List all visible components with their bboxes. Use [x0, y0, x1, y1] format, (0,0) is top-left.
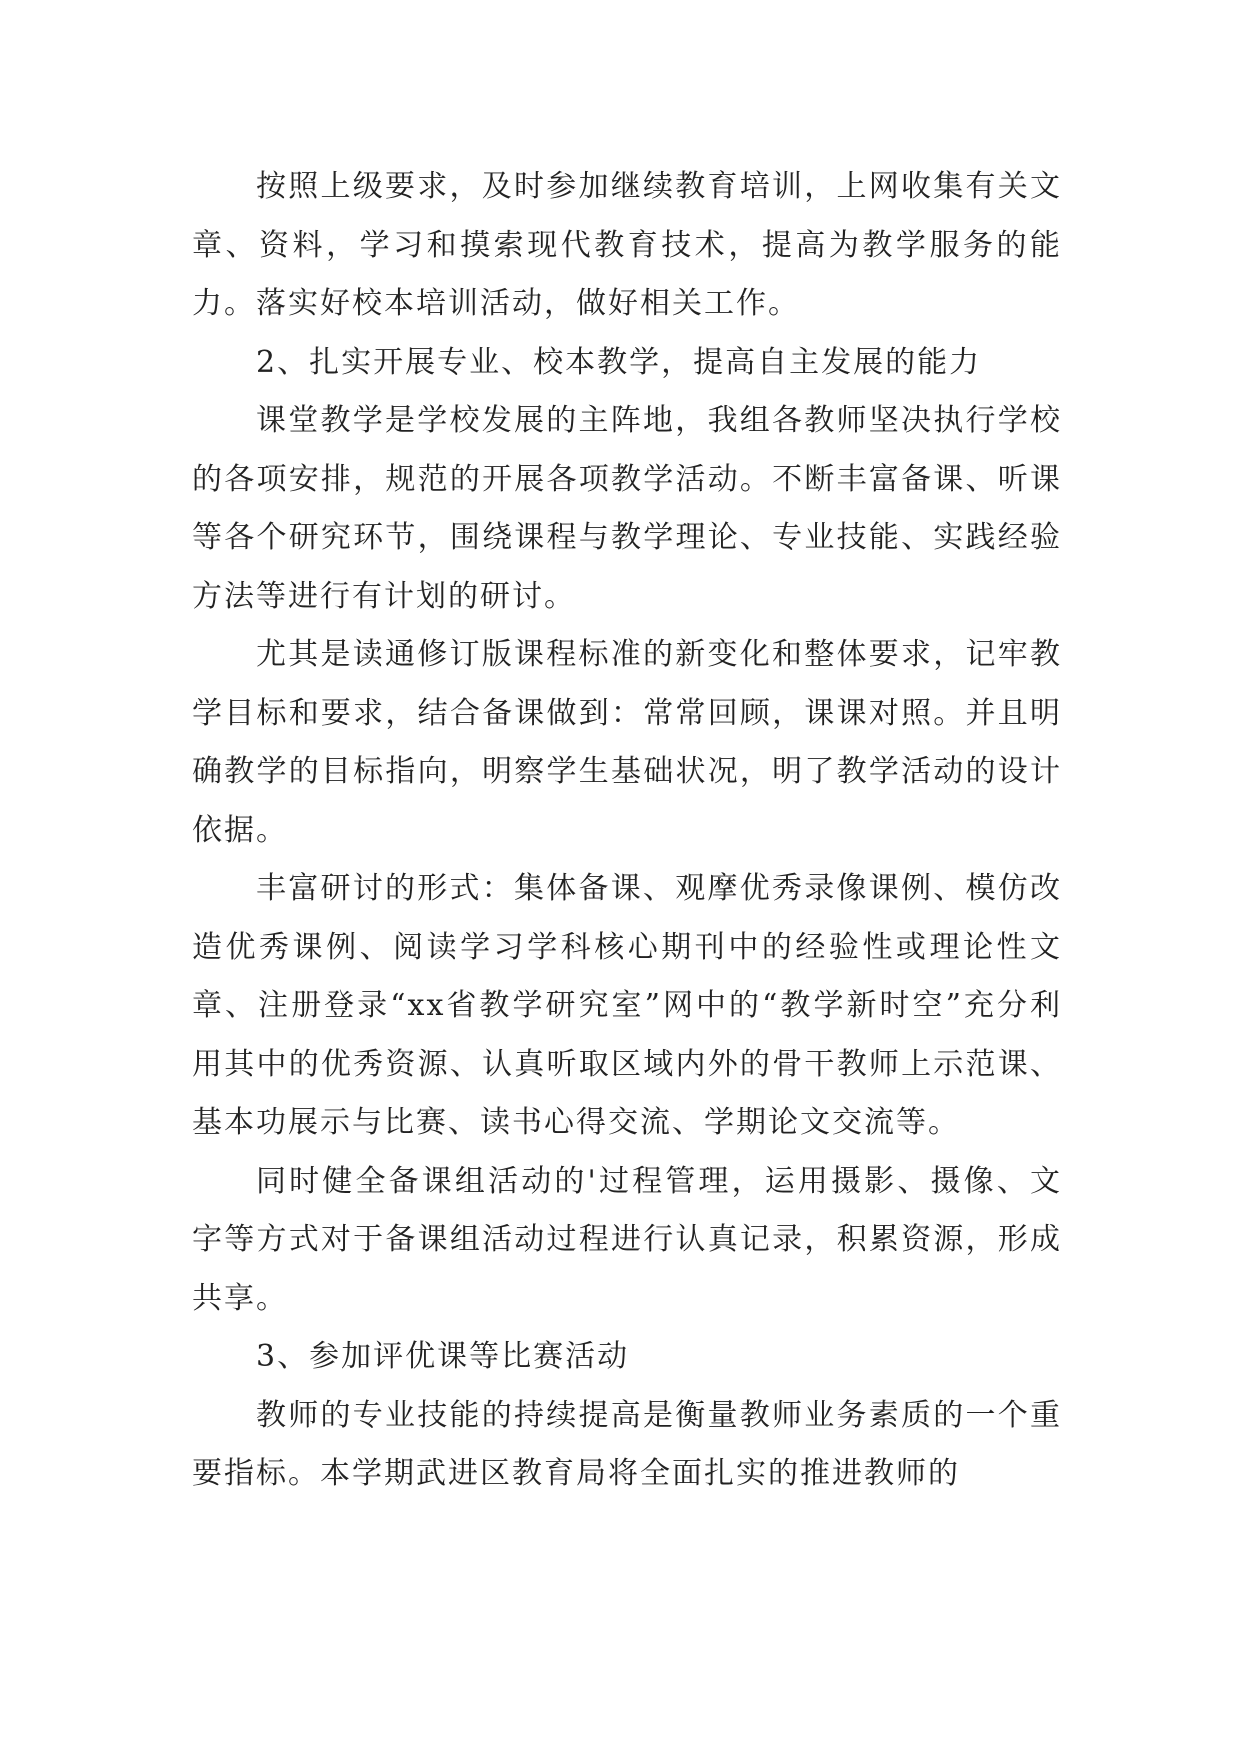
document-body	[192, 158, 1062, 1504]
paragraph-curriculum-standard: 尤其是读通修订版课程标准的新变化和整体要求，记牢教学目标和要求，结合备课做到：常常回顾，课课对照。并且明确教学的目标指向，明察学生基础状况，明了教学活动的设计依据。	[192, 637, 1062, 848]
paragraph-training: 按照上级要求，及时参加继续教育培训，上网收集有关文章、资料，学习和摸索现代教育技术，提高为教学服务的能力。落实好校本培训活动，做好相关工作。	[192, 169, 1062, 321]
paragraph-professional-skills: 教师的专业技能的持续提高是衡量教师业务素质的一个重要指标。本学期武进区教育局将全面扎实的推进教师的	[192, 1397, 1062, 1491]
heading-section-2: 2、扎实开展专业、校本教学，提高自主发展的能力	[256, 344, 982, 380]
heading-section-3: 3、参加评优课等比赛活动	[256, 1339, 630, 1374]
paragraph-classroom-teaching: 课堂教学是学校发展的主阵地，我组各教师坚决执行学校的各项安排，规范的开展各项教学活动。不断丰富备课、听课等各个研究环节，围绕课程与教学理论、专业技能、实践经验方法等进行有计划的研讨。	[192, 403, 1062, 614]
paragraph-research-forms: 丰富研讨的形式：集体备课、观摩优秀录像课例、模仿改造优秀课例、阅读学习学科核心期刊中的经验性或理论性文章、注册登录“xx省教学研究室”网中的“教学新时空”充分利用其中的优秀资源、认真听取区域内外的骨干教师上示范课、基本功展示与比赛、读书心得交流、学期论文交流等。	[192, 871, 1062, 1140]
paragraph-process-management: 同时健全备课组活动的'过程管理，运用摄影、摄像、文字等方式对于备课组活动过程进行认真记录，积累资源，形成共享。	[192, 1163, 1062, 1316]
